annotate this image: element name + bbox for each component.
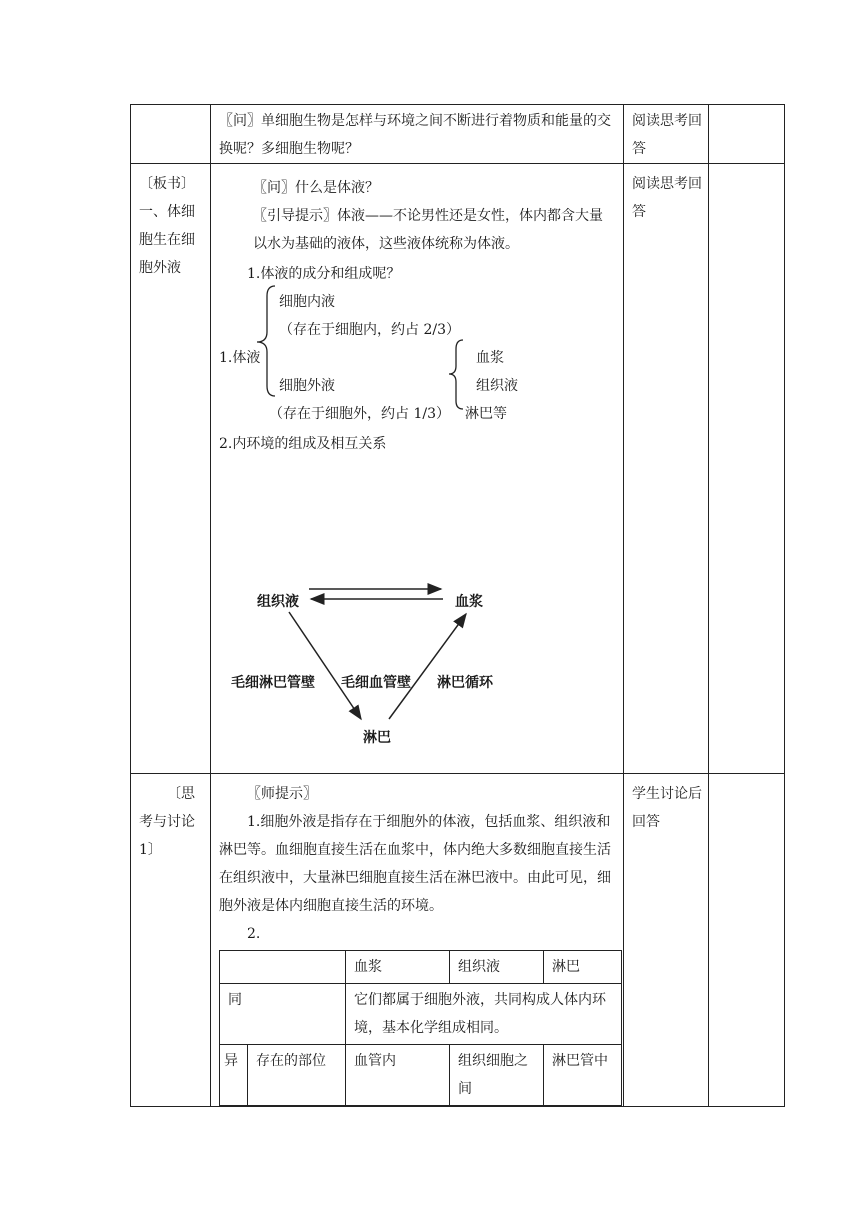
row2-activity-cell <box>624 164 709 774</box>
item2-text: 2.内环境的组成及相互关系 <box>219 436 387 452</box>
activity-text: 阅读思考回答 <box>632 113 702 157</box>
comparison-table <box>219 950 622 1106</box>
row2-label-cell <box>131 164 211 774</box>
label-line: 胞外液 <box>139 260 181 276</box>
arrow-tissue-to-lymph <box>289 612 361 719</box>
row1-content-cell <box>211 105 624 164</box>
body-fluid-section <box>211 164 623 764</box>
table-row-body-fluid <box>131 164 785 774</box>
hint-span: 〖引导提示〗体液——不论男性还是女性，体内都含大量以水为基础的液体，这些液体统称为体液。 <box>253 208 603 252</box>
label-line: 胞生在细 <box>139 232 195 248</box>
header-empty-cell <box>220 951 346 984</box>
label-line: 考与讨论 <box>139 814 195 830</box>
location-cell: 组织细胞之间 <box>450 1045 544 1106</box>
item1-text: 1.体液的成分和组成呢？ <box>247 266 401 282</box>
label-line: 〔板书〕 <box>139 176 195 192</box>
comparison-same-row <box>220 984 622 1045</box>
row3-label-cell <box>131 774 211 1107</box>
header-cell: 组织液 <box>450 951 544 984</box>
activity-text: 阅读思考回答 <box>632 176 702 220</box>
same-text-cell: 它们都属于细胞外液，共同构成人体内环境，基本化学组成相同。 <box>346 984 622 1045</box>
row3-notes-cell <box>709 774 785 1107</box>
extracellular-note: （存在于细胞外，约占 1/3） <box>269 406 450 422</box>
activity-text: 学生讨论后回答 <box>632 786 702 830</box>
plasma-label: 血浆 <box>476 350 504 366</box>
row1-activity-cell <box>624 105 709 164</box>
item2-number: 2. <box>247 926 261 942</box>
header-cell: 淋巴 <box>544 951 622 984</box>
extracellular-label: 细胞外液 <box>279 378 335 394</box>
label-line: 1〕 <box>139 842 162 858</box>
row2-content-cell <box>211 164 624 774</box>
row3-activity-cell <box>624 774 709 1107</box>
table-row-discussion <box>131 774 785 1107</box>
question-body-fluid: 〖问〗什么是体液？ <box>253 180 379 196</box>
capillary-wall-label: 毛细血管壁 <box>341 675 411 691</box>
location-cell: 淋巴管中 <box>544 1045 622 1106</box>
intracellular-note: （存在于细胞内，约占 2/3） <box>279 322 460 338</box>
teacher-hint-title: 〖师提示〗 <box>247 786 317 802</box>
body-fluid-label: 1.体液 <box>219 350 261 366</box>
left-brace <box>257 286 275 396</box>
location-cell: 血管内 <box>346 1045 450 1106</box>
lymph-etc-label: 淋巴等 <box>465 406 507 422</box>
row1-label-cell <box>131 105 211 164</box>
diff-label-cell: 异 <box>220 1045 248 1106</box>
label-line: 〔思 <box>167 786 195 802</box>
location-label-cell: 存在的部位 <box>248 1045 346 1106</box>
tissue-fluid-node: 组织液 <box>257 594 299 610</box>
comparison-header-row <box>220 951 622 984</box>
table-row-question <box>131 105 785 164</box>
same-label-cell: 同 <box>220 984 346 1045</box>
question-text: 〖问〗单细胞生物是怎样与环境之间不断进行着物质和能量的交换呢？多细胞生物呢？ <box>219 113 611 157</box>
hint-paragraph: 1.细胞外液是指存在于细胞外的体液，包括血浆、组织液和淋巴等。血细胞直接生活在血浆中，体内绝大多数细胞直接生活在组织液中，大量淋巴细胞直接生活在淋巴液中。由此可见，细胞外液是体内细胞直接生活的环境。 <box>219 814 611 914</box>
right-brace <box>449 340 463 409</box>
lymph-capillary-wall-label: 毛细淋巴管壁 <box>231 675 315 691</box>
row2-notes-cell <box>709 164 785 774</box>
row3-content-cell <box>211 774 624 1107</box>
intracellular-label: 细胞内液 <box>279 294 335 310</box>
tissue-fluid-label: 组织液 <box>476 378 518 394</box>
lymph-circulation-label: 淋巴循环 <box>437 675 493 691</box>
label-line: 一、体细 <box>139 204 195 220</box>
comparison-diff-row <box>220 1045 622 1106</box>
lesson-plan-table <box>130 104 785 1107</box>
header-cell: 血浆 <box>346 951 450 984</box>
arrow-lymph-to-plasma <box>389 614 466 719</box>
row1-notes-cell <box>709 105 785 164</box>
plasma-node: 血浆 <box>455 594 483 610</box>
lymph-node: 淋巴 <box>363 730 391 746</box>
